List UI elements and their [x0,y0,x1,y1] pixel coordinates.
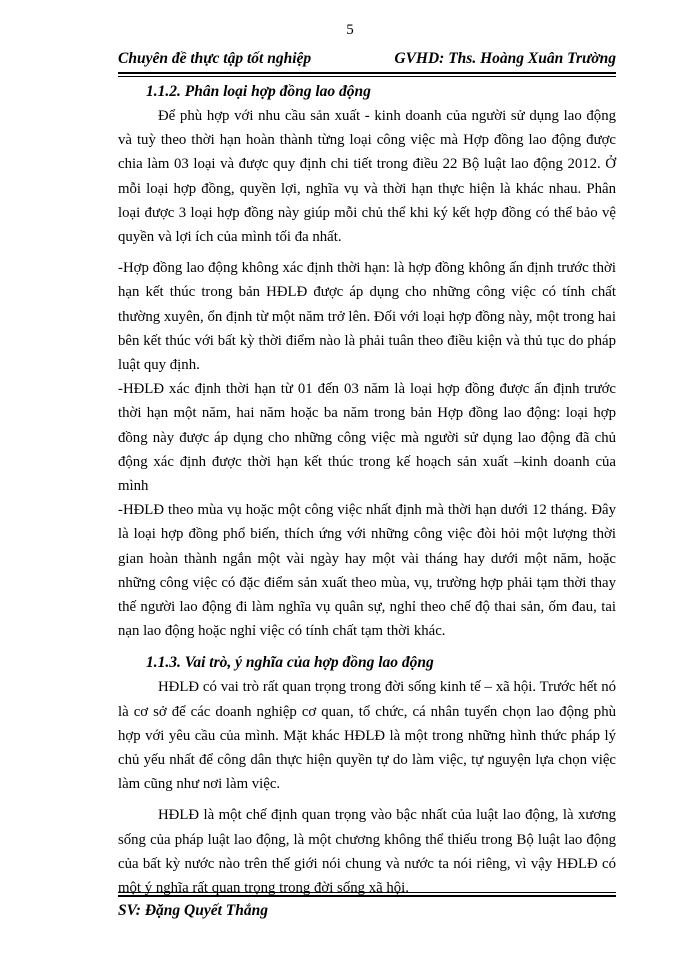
footer-rule-thin [118,892,616,893]
bullet-dash: - [118,502,123,519]
paragraph-significance: HĐLĐ là một chế định quan trọng vào bậc nhất của luật lao động, là xương sống của pháp luật lao động, là một chương không thể thiếu trong Bộ luật lao động của bất kỳ nước nào trên thế giới nói chung và nước ta nói riêng, vì vậy HĐLĐ có một ý nghĩa rất quan trọng trong đời sống xã hội. [118,807,616,897]
running-header [118,50,616,72]
bullet-item [118,256,616,377]
bullet-item [118,377,616,498]
header-rule-thick [118,72,616,74]
bullet-text: HĐLĐ theo mùa vụ hoặc một công việc nhất định mà thời hạn dưới 12 tháng. Đây là loại hợp đồng phổ biến, thích ứng với những công việc đòi hỏi một lượng thời gian hoàn thành ngắn một vài ngày hay một vài tháng hay dưới một năm, hoặc những công việc có đặc điểm sản xuất theo mùa, vụ, trường hợp phải tạm thời thay thế người lao động đi làm nghĩa vụ quân sự, nghỉ theo chế độ thai sản, ốm đau, tai nạn lao động hoặc nghỉ việc có tính chất tạm thời khác. [118,502,616,640]
bullet-dash: - [118,260,123,277]
section-heading-1-1-3: 1.1.3. Vai trò, ý nghĩa của hợp đồng lao động [146,654,434,672]
paragraph-role: HĐLĐ có vai trò rất quan trọng trong đời sống kinh tế – xã hội. Trước hết nó là cơ sở để các doanh nghiệp cơ quan, tổ chức, cá nhân tuyển chọn lao động phù hợp với yêu cầu của mình. Mặt khác HĐLĐ là một trong những hình thức pháp lý chủ yếu nhất để công dân thực hiện quyền tự do làm việc, tự nguyện lựa chọn việc làm cũng như nơi làm việc. [118,679,616,793]
bullet-text: HĐLĐ xác định thời hạn từ 01 đến 03 năm là loại hợp đồng được ấn định trước thời hạn một năm, hai năm hoặc ba năm trong bản Hợp đồng lao động: loại hợp đồng này được áp dụng cho những công việc mà người sử dụng lao động đã chủ động xác định được thời hạn kết thúc trong kế hoạch sản xuất –kinh doanh của mình [118,381,616,495]
bullet-dash: - [118,381,123,398]
section-heading-1-1-2: 1.1.2. Phân loại hợp đồng lao động [146,83,371,100]
footer-rule-thick [118,895,616,897]
header-thesis-title: Chuyên đề thực tập tốt nghiệp [118,50,312,67]
paragraph-intro: Để phù hợp với nhu cầu sản xuất - kinh doanh của người sử dụng lao động và tuỳ theo thời hạn hoàn thành từng loại công việc mà Hợp đồng lao động được chia làm 03 loại và được quy định chi tiết trong điều 22 Bộ luật lao động 2012. Ở mỗi loại hợp đồng, quyền lợi, nghĩa vụ và thời hạn thực hiện là khác nhau. Phân loại được 3 loại hợp đồng này giúp mỗi chủ thể khi ký kết hợp đồng có thể bảo vệ quyền và lợi ích của mình tối đa nhất. [118,108,616,246]
page-number: 5 [346,22,354,38]
footer-student-name: SV: Đặng Quyết Thắng [118,902,268,919]
bullet-text: Hợp đồng lao động không xác định thời hạn: là hợp đồng không ấn định trước thời hạn kết thúc trong bản HĐLĐ được áp dụng cho những công việc có tính chất thường xuyên, ổn định từ một năm trở lên. Đối với loại hợp đồng này, một trong hai bên kết thúc với bất kỳ thời điểm nào là phải tuân theo điều kiện và thủ tục do pháp luật quy định. [118,260,616,374]
header-rule-thin [118,76,616,77]
document-body [118,80,616,900]
bullet-item [118,498,616,643]
header-advisor: GVHD: Ths. Hoàng Xuân Trường [394,50,616,67]
